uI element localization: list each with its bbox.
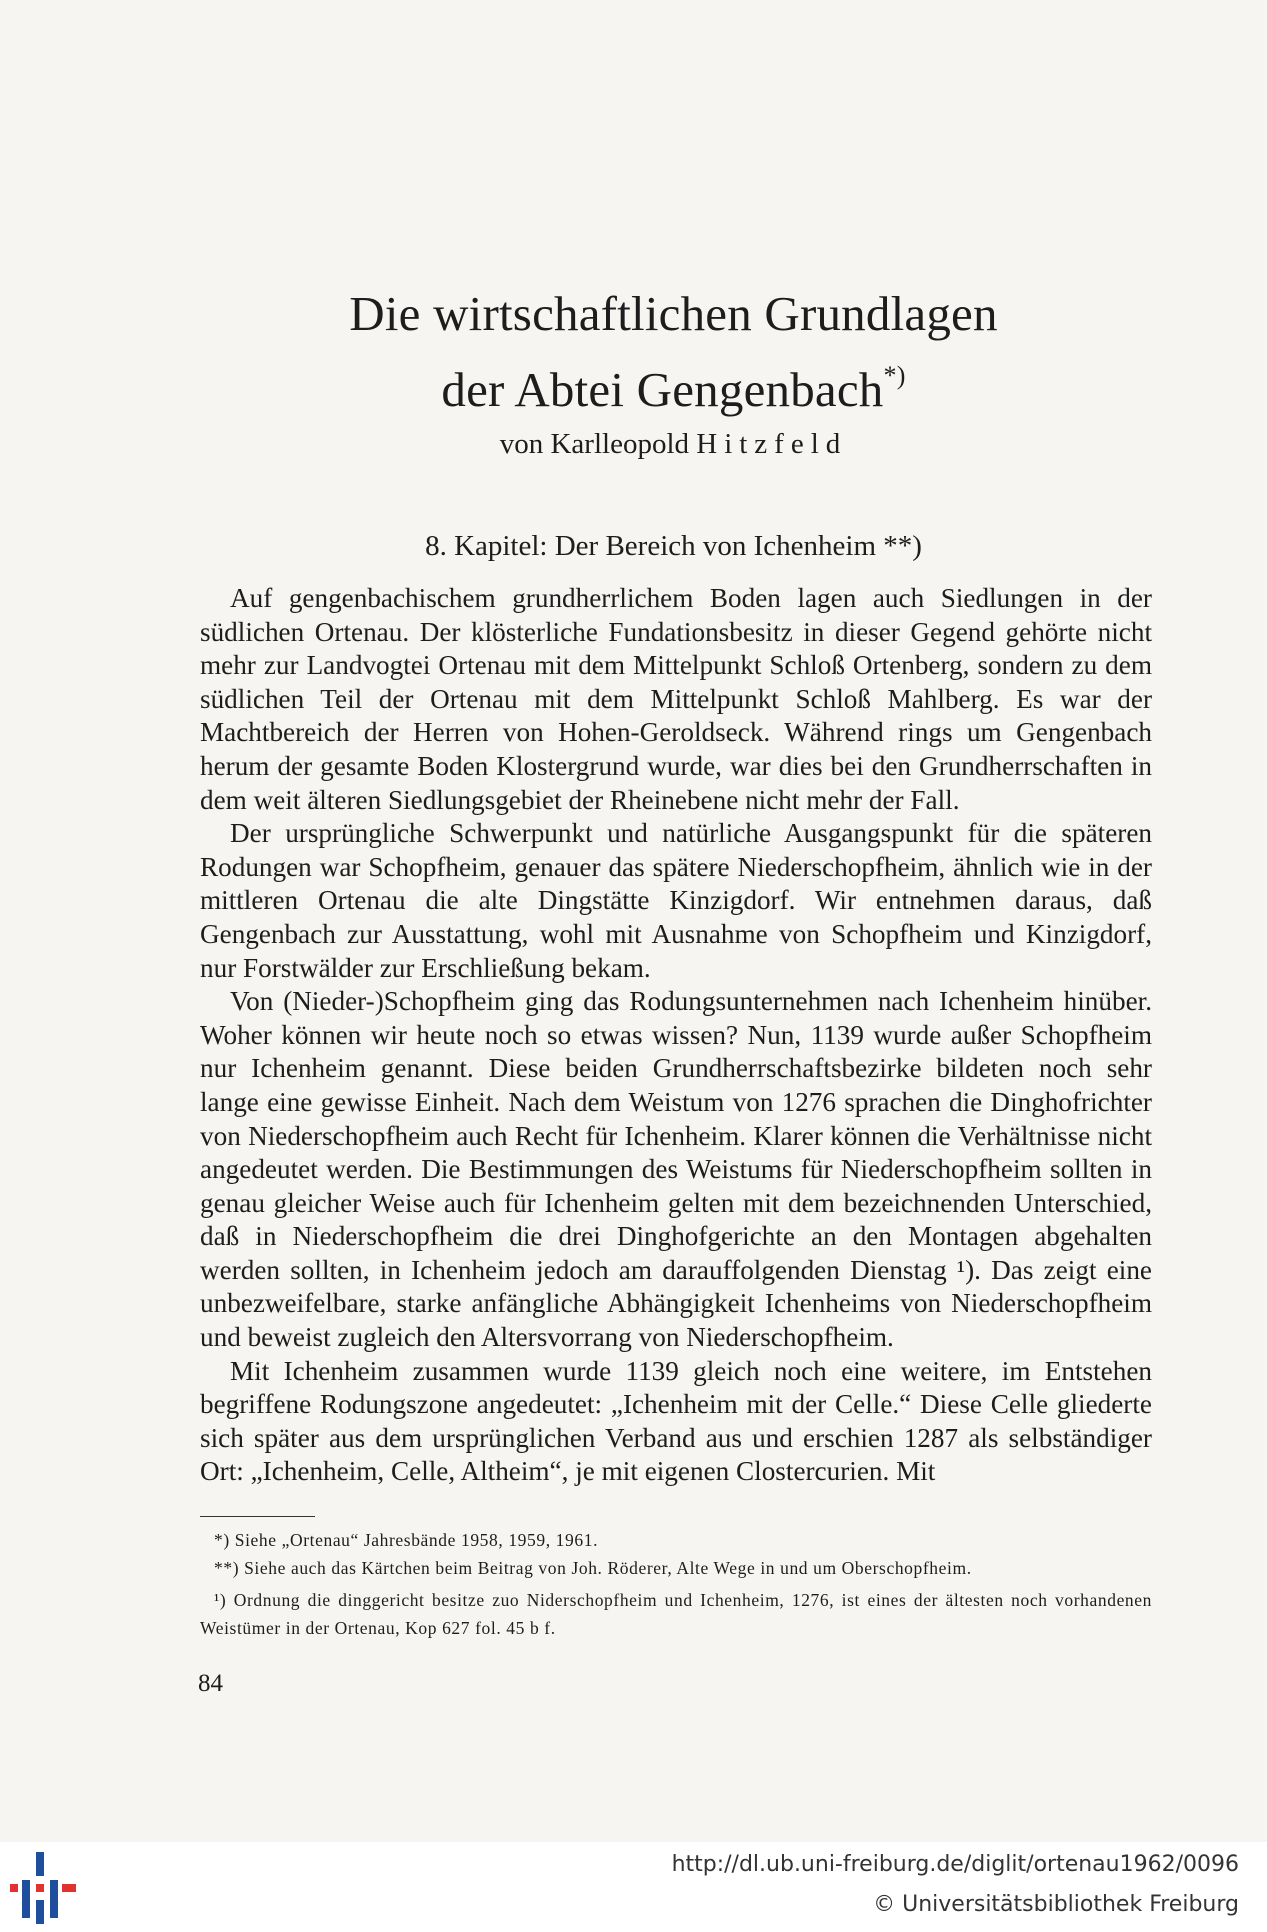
footer-url-link[interactable]: http://dl.ub.uni-freiburg.de/diglit/ortenau1962/0096 bbox=[671, 1852, 1239, 1877]
footer-copyright: © Universitätsbibliothek Freiburg bbox=[873, 1892, 1239, 1917]
footnotes bbox=[200, 1526, 1152, 1642]
paragraph: Auf gengenbachischem grundherrlichem Boden lagen auch Siedlungen in der südlichen Ortenau. Der klösterliche Fundationsbesitz in dieser Gegend gehörte nicht mehr zur Landvogtei Ortenau mit dem Mittelpunkt Schloß Ortenberg, sondern zu dem südlichen Teil der Ortenau mit dem Mittelpunkt Schloß Mahlberg. Es war der Machtbereich der Herren von Hohen-Geroldseck. Während rings um Gengenbach herum der gesamte Boden Klostergrund wurde, war dies bei den Grundherrschaften in dem weit älteren Siedlungsgebiet der Rheinebene nicht mehr der Fall. bbox=[200, 583, 1152, 815]
paragraph: Der ursprüngliche Schwerpunkt und natürliche Ausgangspunkt für die späteren Rodungen war Schopfheim, genauer das spätere Niederschopfheim, ähnlich wie in der mittleren Ortenau die alte Dingstätte Kinzigdorf. Wir entnehmen daraus, daß Gengenbach zur Ausstattung, wohl mit Ausnahme von Schopfheim und Kinzigdorf, nur Forstwälder zur Erschließung bekam. bbox=[200, 818, 1152, 983]
footnote: *) Siehe „Ortenau“ Jahresbände 1958, 1959, 1961. bbox=[214, 1530, 599, 1550]
author-line bbox=[40, 428, 1267, 461]
footer-bar bbox=[0, 1842, 1267, 1932]
paragraph: Mit Ichenheim zusammen wurde 1139 gleich noch eine weitere, im Entstehen begriffene Rodungszone angedeutet: „Ichenheim mit der Celle.“ Diese Celle gliederte sich später aus dem ursprünglichen Verband aus und erschien 1287 als selbständiger Ort: „Ichenheim, Celle, Altheim“, je mit eigenen Clostercurien. Mit bbox=[200, 1355, 1152, 1487]
title-line-2 bbox=[40, 345, 1267, 421]
title-line-2-text: der Abtei Gengenbach bbox=[441, 362, 884, 417]
footnote: **) Siehe auch das Kärtchen beim Beitrag von Joh. Röderer, Alte Wege in und um Oberschopfheim. bbox=[214, 1558, 972, 1578]
page-number: 84 bbox=[198, 1670, 223, 1697]
title-line-1: Die wirtschaftlichen Grundlagen bbox=[349, 286, 998, 341]
ub-freiburg-logo-icon[interactable] bbox=[10, 1850, 80, 1926]
footnote: ¹) Ordnung die dinggericht besitze zuo Niderschopfheim und Ichenheim, 1276, ist eines der ältesten noch vorhandenen Weistümer in der Ortenau, Kop 627 fol. 45 b f. bbox=[200, 1590, 1152, 1638]
title-footnote-mark: *) bbox=[883, 361, 906, 390]
body-text bbox=[200, 582, 1152, 1489]
footnote-divider bbox=[200, 1516, 315, 1517]
chapter-heading: 8. Kapitel: Der Bereich von Ichenheim **) bbox=[425, 530, 922, 562]
author-surname: Hitzfeld bbox=[696, 428, 848, 460]
author-prefix: von Karlleopold bbox=[499, 428, 697, 460]
paragraph: Von (Nieder-)Schopfheim ging das Rodungsunternehmen nach Ichenheim hinüber. Woher können wir heute noch so etwas wissen? Nun, 1139 wurde außer Schopfheim nur Ichenheim genannt. Diese beiden Grundherrschaftsbezirke bildeten noch sehr lange eine gewisse Einheit. Nach dem Weistum von 1276 sprachen die Dinghofrichter von Niederschopfheim auch Recht für Ichenheim. Klarer können die Verhältnisse nicht angedeutet werden. Die Bestimmungen des Weistums für Niederschopfheim sollten in genau gleicher Weise auch für Ichenheim gelten mit dem bezeichnenden Unterschied, daß in Niederschopfheim die drei Dinghofgerichte an den Montagen abgehalten werden sollten, in Ichenheim jedoch am darauffolgenden Dienstag ¹). Das zeigt eine unbezweifelbare, starke anfängliche Abhängigkeit Ichenheims von Niederschopfheim und beweist zugleich den Altersvorrang von Niederschopfheim. bbox=[200, 986, 1152, 1353]
